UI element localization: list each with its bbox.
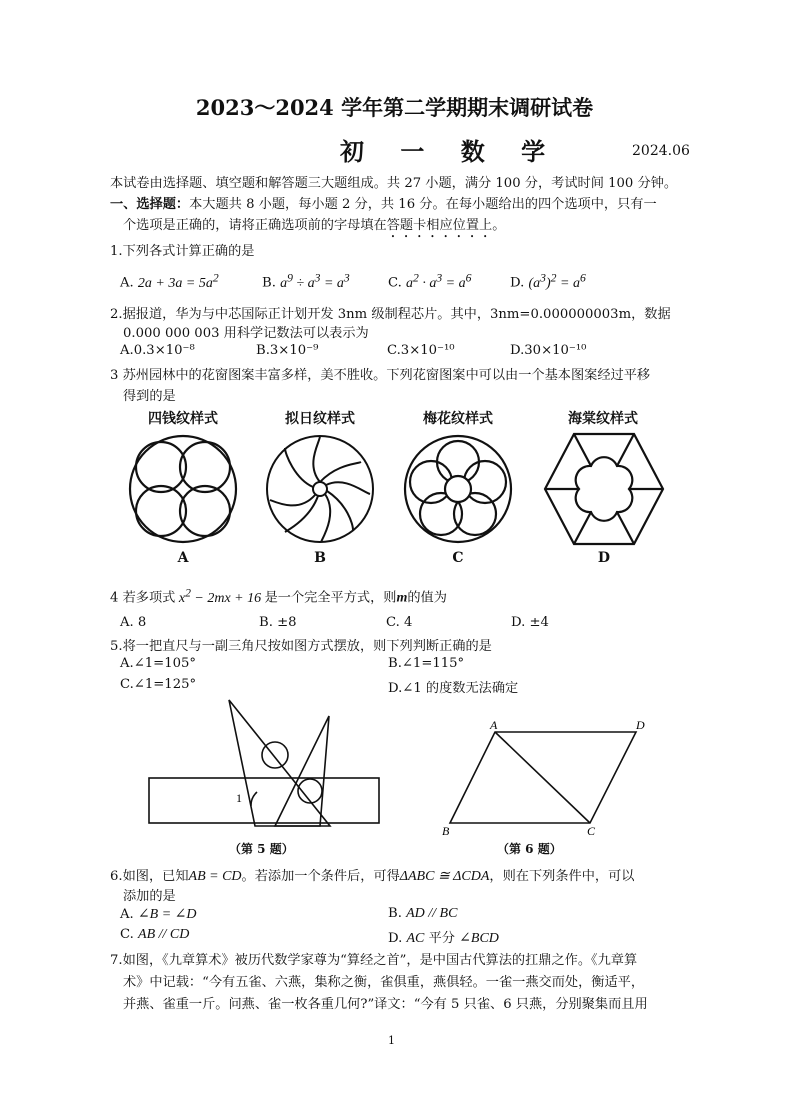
q4-option-b: B. ±8 — [259, 615, 297, 630]
q1-option-a-label: A. — [120, 275, 134, 291]
figure-5-caption: （第 5 题） — [229, 842, 294, 856]
subject-title: 初 一 数 学 — [340, 137, 560, 166]
section1-line2-post: 。 — [492, 218, 506, 233]
q6-option-d-segment: AC — [406, 931, 425, 946]
pattern-c-plum-blossom — [403, 434, 513, 544]
q4-stem-post: 是一个完全平方式，则 — [264, 590, 397, 606]
q4-option-a: A. 8 — [120, 615, 147, 630]
q4-stem — [110, 586, 447, 607]
q5-stem: 5.将一把直尺与一副三角尺按如图方式摆放，则下列判断正确的是 — [110, 639, 492, 654]
q6-option-d-angle: ∠BCD — [459, 931, 499, 946]
q5-option-d: D.∠1 的度数无法确定 — [388, 681, 519, 696]
q4-variable: m — [396, 590, 408, 606]
q6-option-d — [388, 927, 499, 947]
q1-option-b-label: B. — [262, 275, 276, 291]
angle-1-label: 1 — [236, 791, 242, 805]
q1-option-d-label: D. — [510, 275, 525, 291]
section1-text: 本大题共 8 小题，每小题 2 分，共 16 分。在每小题给出的四个选项中，只有一 — [189, 197, 657, 212]
q6-option-c — [120, 927, 189, 943]
q4-polynomial: $x^2 - 2mx + 16$ — [175, 586, 265, 606]
pattern-d-begonia-hexagon — [543, 432, 665, 546]
q6-option-d-label: D. — [388, 931, 403, 946]
q2-option-d: D.30×10⁻¹⁰ — [510, 343, 587, 358]
point-a-label: A — [490, 718, 498, 732]
section1-line2-pre: 个选项是正确的，请将正确选项前的字母填在 — [123, 218, 387, 233]
section1-line2 — [123, 214, 505, 241]
q1-option-c-formula: $a^2 \cdot a^3 = a^6$ — [406, 271, 472, 291]
pattern-b-sun-swirl — [265, 434, 375, 544]
q1-option-c-label: C. — [388, 275, 402, 291]
q6-option-a — [120, 906, 197, 923]
q1-option-a — [120, 271, 219, 292]
q2-option-b: B.3×10⁻⁹ — [256, 343, 319, 358]
q6-option-b — [388, 906, 457, 922]
point-c-label: C — [587, 824, 596, 838]
q6-option-c-label: C. — [120, 927, 134, 942]
q3-caption-c: 梅花纹样式 — [423, 411, 493, 427]
figure-5-ruler-triangles — [145, 698, 385, 838]
exam-date: 2024.06 — [632, 143, 690, 159]
q6-stem-pre: 6.如图，已知 — [110, 869, 189, 884]
q6-option-a-formula: ∠B = ∠D — [137, 907, 197, 922]
q5-option-a: A.∠1=105° — [120, 656, 196, 671]
q6-line2: 添加的是 — [123, 889, 176, 904]
q5-option-b: B.∠1=115° — [388, 656, 465, 671]
q6-stem-mid: 。若添加一个条件后，可得 — [241, 869, 400, 884]
page-number: 1 — [388, 1034, 395, 1047]
q2-line2: 0.000 000 003 用科学记数法可以表示为 — [123, 326, 369, 341]
q6-option-b-label: B. — [388, 906, 402, 921]
q7-line1: 7.如图，《九章算术》被历代数学家尊为“算经之首”，是中国古代算法的扛鼎之作。《九章算 — [110, 953, 638, 968]
figure-6-caption: （第 6 题） — [497, 842, 562, 856]
q1-option-a-formula: $2a + 3a = 5a^2$ — [137, 271, 219, 291]
q3-caption-a: 四钱纹样式 — [148, 411, 218, 427]
q4-option-c: C. 4 — [386, 615, 413, 630]
q2-option-a: A.0.3×10⁻⁸ — [120, 343, 195, 358]
q5-option-c: C.∠1=125° — [120, 677, 197, 692]
q4-stem-end: 的值为 — [407, 590, 447, 606]
q2-line1: 2.据报道，华为与中芯国际正计划开发 3nm 级制程芯片。其中，3nm=0.000000003m，数据 — [110, 307, 671, 322]
q1-option-c — [388, 271, 471, 292]
q1-stem: 1.下列各式计算正确的是 — [110, 244, 255, 259]
q1-option-d — [510, 271, 586, 292]
q3-caption-b: 拟日纹样式 — [285, 411, 355, 427]
q7-line2: 术》中记载：“今有五雀、六燕，集称之衡，雀俱重，燕俱轻。一雀一燕交而处，衡适平， — [123, 975, 645, 990]
pattern-a-four-coins — [128, 434, 238, 544]
point-b-label: B — [442, 824, 450, 838]
q1-option-d-formula: $(a^3)^2 = a^6$ — [528, 271, 586, 291]
q6-option-a-label: A. — [120, 907, 134, 922]
q6-option-b-formula: AD // BC — [406, 906, 458, 921]
q2-option-c: C.3×10⁻¹⁰ — [387, 343, 455, 358]
q3-line1: 3 苏州园林中的花窗图案丰富多样，美不胜收。下列花窗图案中可以由一个基本图案经过平移 — [110, 368, 651, 383]
q6-stem-post: ，则在下列条件中，可以 — [489, 869, 635, 884]
section1-heading: 一、选择题： — [110, 197, 190, 212]
q6-option-d-text: 平分 — [424, 931, 460, 946]
q6-stem — [110, 865, 634, 885]
q7-line3: 并燕、雀重一斤。问燕、雀一枚各重几何?”译文：“今有 5 只雀、6 只燕，分别聚集而且用 — [123, 997, 648, 1012]
q1-option-b — [262, 271, 350, 292]
figure-6-parallelogram — [438, 718, 658, 840]
point-d-label: D — [636, 718, 645, 732]
q3-letter-d: D — [597, 550, 611, 566]
q3-letter-a: A — [177, 550, 189, 566]
q3-caption-d: 海棠纹样式 — [568, 411, 638, 427]
q3-letter-b: B — [314, 550, 326, 566]
intro-text: 本试卷由选择题、填空题和解答题三大题组成。共 27 小题，满分 100 分，考试时间 100 分钟。 — [110, 176, 678, 191]
q3-line2: 得到的是 — [123, 389, 176, 404]
q4-stem-pre: 4 若多项式 — [110, 590, 176, 606]
q6-option-c-formula: AB // CD — [138, 927, 190, 942]
section1-line1 — [110, 193, 657, 212]
q3-letter-c: C — [452, 550, 464, 566]
exam-title: 2023～2024 学年第二学期期末调研试卷 — [195, 95, 594, 120]
q4-option-d: D. ±4 — [511, 615, 549, 630]
q1-option-b-formula: $a^9 \div a^3 = a^3$ — [280, 271, 350, 291]
emphasized-instruction: 答题卡相应位置上 — [386, 218, 493, 233]
q6-congruence: ΔABC ≅ ΔCDA — [399, 869, 490, 884]
q6-given: AB = CD — [188, 869, 242, 884]
